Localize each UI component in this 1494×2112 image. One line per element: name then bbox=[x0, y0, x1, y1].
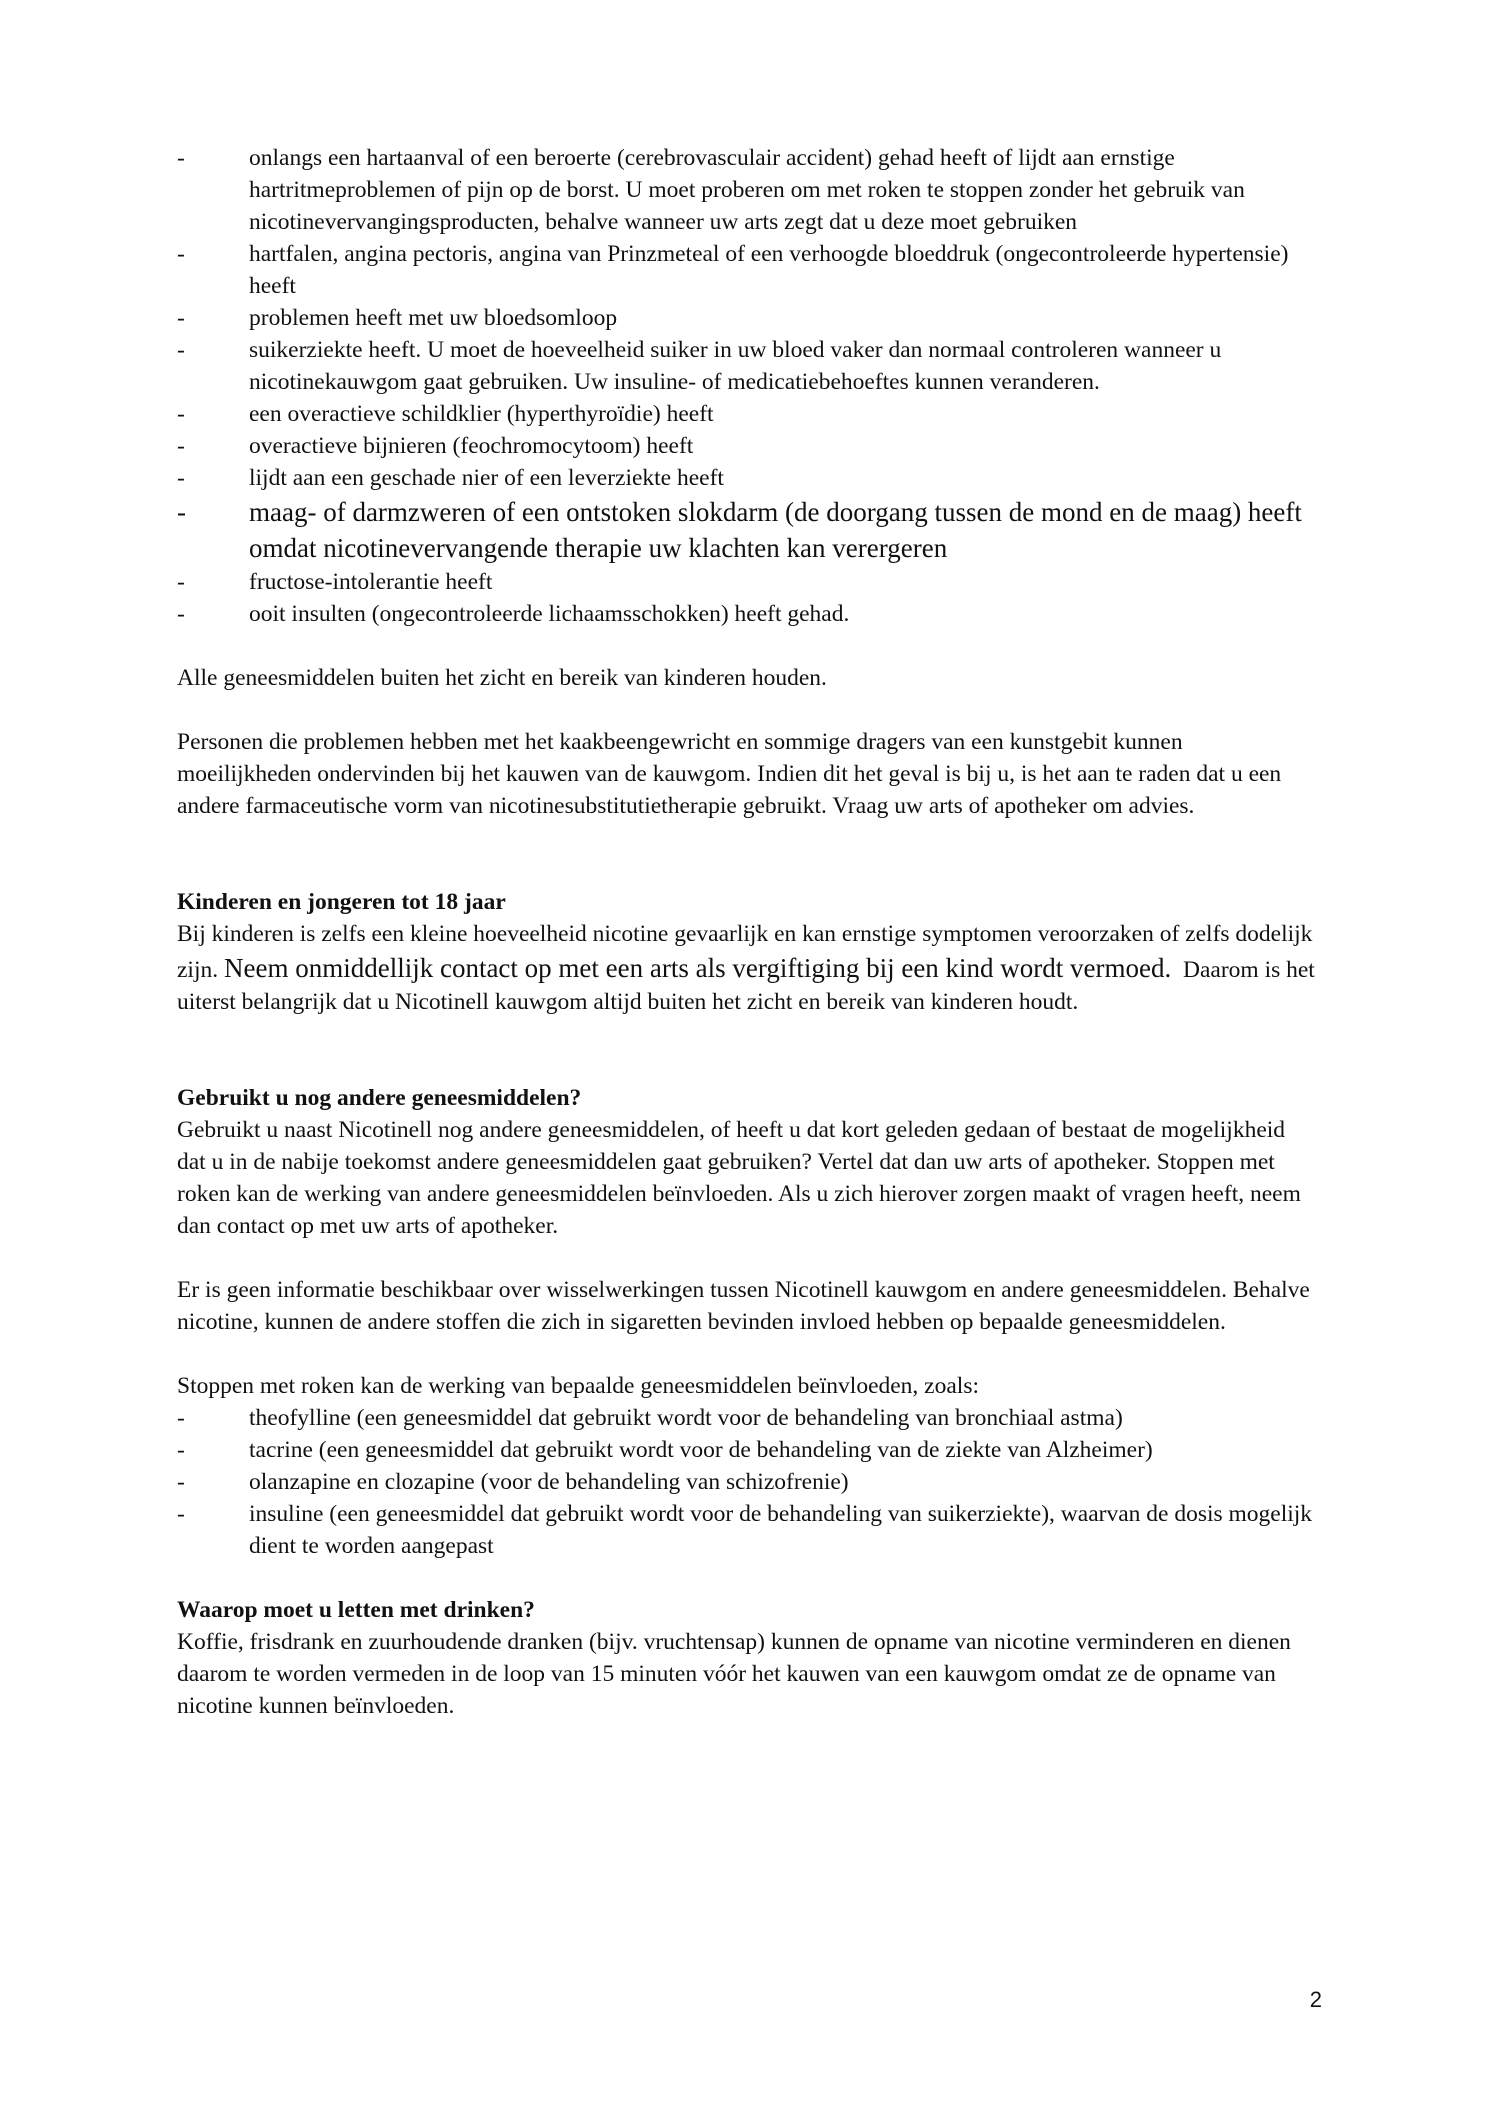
paragraph-other-meds-1: Gebruikt u naast Nicotinell nog andere geneesmiddelen, of heeft u dat kort geleden gedaan of bestaat de mogelijkheid dat u in de nabije toekomst andere geneesmiddelen gaat gebruiken? Vertel dat dan uw arts of apotheker. Stoppen met roken kan de werking van andere geneesmiddelen beïnvloeden. Als u zich hierover zorgen maakt of vragen heeft, neem dan contact op met uw arts of apotheker. bbox=[177, 1117, 1301, 1239]
section-heading-other-meds: Gebruikt u nog andere geneesmiddelen? bbox=[177, 1085, 582, 1111]
section-heading-drinking: Waarop moet u letten met drinken? bbox=[177, 1597, 535, 1623]
list-item: - onlangs een hartaanval of een beroerte (cerebrovasculair accident) gehad heeft of lijdt aan ernstige hartritmeproblemen of pijn op de borst. U moet proberen om met roken te stoppen zonder het gebruik van nicotinevervangingsproducten, behalve wanneer uw arts zegt dat u deze moet gebruiken bbox=[177, 142, 1317, 238]
list-item: - lijdt aan een geschade nier of een leverziekte heeft bbox=[177, 462, 1317, 494]
medication-list bbox=[177, 1402, 1317, 1562]
list-item: - maag- of darmzweren of een ontstoken slokdarm (de doorgang tussen de mond en de maag) heeft omdat nicotinevervangende therapie uw klachten kan verergeren bbox=[177, 494, 1317, 566]
list-item: - insuline (een geneesmiddel dat gebruikt wordt voor de behandeling van suikerziekte), waarvan de dosis mogelijk dient te worden aangepast bbox=[177, 1498, 1317, 1562]
paragraph-other-meds-2: Er is geen informatie beschikbaar over wisselwerkingen tussen Nicotinell kauwgom en andere geneesmiddelen. Behalve nicotine, kunnen de andere stoffen die zich in sigaretten bevinden invloed hebben op bepaalde geneesmiddelen. bbox=[177, 1277, 1310, 1335]
list-item: - tacrine (een geneesmiddel dat gebruikt wordt voor de behandeling van de ziekte van Alzheimer) bbox=[177, 1434, 1317, 1466]
children-text-b: Neem onmiddellijk contact op met een arts als vergiftiging bij een kind wordt vermoed. bbox=[224, 953, 1172, 983]
list-item: - suikerziekte heeft. U moet de hoeveelheid suiker in uw bloed vaker dan normaal controleren wanneer u nicotinekauwgom gaat gebruiken. Uw insuline- of medicatiebehoeftes kunnen veranderen. bbox=[177, 334, 1317, 398]
paragraph-other-meds-3: Stoppen met roken kan de werking van bepaalde geneesmiddelen beïnvloeden, zoals: bbox=[177, 1373, 979, 1399]
paragraph-keep-away: Alle geneesmiddelen buiten het zicht en bereik van kinderen houden. bbox=[177, 665, 827, 691]
list-item: - overactieve bijnieren (feochromocytoom) heeft bbox=[177, 430, 1317, 462]
list-item: - een overactieve schildklier (hyperthyroïdie) heeft bbox=[177, 398, 1317, 430]
paragraph-drinking: Koffie, frisdrank en zuurhoudende dranken (bijv. vruchtensap) kunnen de opname van nicotine verminderen en dienen daarom te worden vermeden in de loop van 15 minuten vóór het kauwen van een kauwgom omdat ze de opname van nicotine kunnen beïnvloeden. bbox=[177, 1629, 1291, 1719]
list-item: - hartfalen, angina pectoris, angina van Prinzmeteal of een verhoogde bloeddruk (ongecontroleerde hypertensie) heeft bbox=[177, 238, 1317, 302]
page-content bbox=[177, 142, 1317, 1722]
paragraph-jaw-problems: Personen die problemen hebben met het kaakbeengewricht en sommige dragers van een kunstgebit kunnen moeilijkheden ondervinden bij het kauwen van de kauwgom. Indien dit het geval is bij u, is het aan te raden dat u een andere farmaceutische vorm van nicotinesubstitutietherapie gebruikt. Vraag uw arts of apotheker om advies. bbox=[177, 729, 1282, 819]
section-heading-children: Kinderen en jongeren tot 18 jaar bbox=[177, 889, 506, 915]
list-item: - olanzapine en clozapine (voor de behandeling van schizofrenie) bbox=[177, 1466, 1317, 1498]
list-item: - fructose-intolerantie heeft bbox=[177, 566, 1317, 598]
children-text-c: Daarom is het uiterst belangrijk dat u Nicotinell kauwgom altijd buiten het zicht en bereik van kinderen houdt. bbox=[177, 957, 1315, 1015]
contraindications-list bbox=[177, 142, 1317, 630]
list-item: - ooit insulten (ongecontroleerde lichaamsschokken) heeft gehad. bbox=[177, 598, 1317, 630]
paragraph-children bbox=[177, 918, 1317, 1018]
page-number: 2 bbox=[1309, 1987, 1322, 2012]
list-item: - theofylline (een geneesmiddel dat gebruikt wordt voor de behandeling van bronchiaal astma) bbox=[177, 1402, 1317, 1434]
children-text-a: Bij kinderen is zelfs een kleine hoeveelheid nicotine gevaarlijk en kan ernstige symptomen veroorzaken of zelfs dodelijk zijn. bbox=[177, 921, 1313, 983]
list-item: - problemen heeft met uw bloedsomloop bbox=[177, 302, 1317, 334]
